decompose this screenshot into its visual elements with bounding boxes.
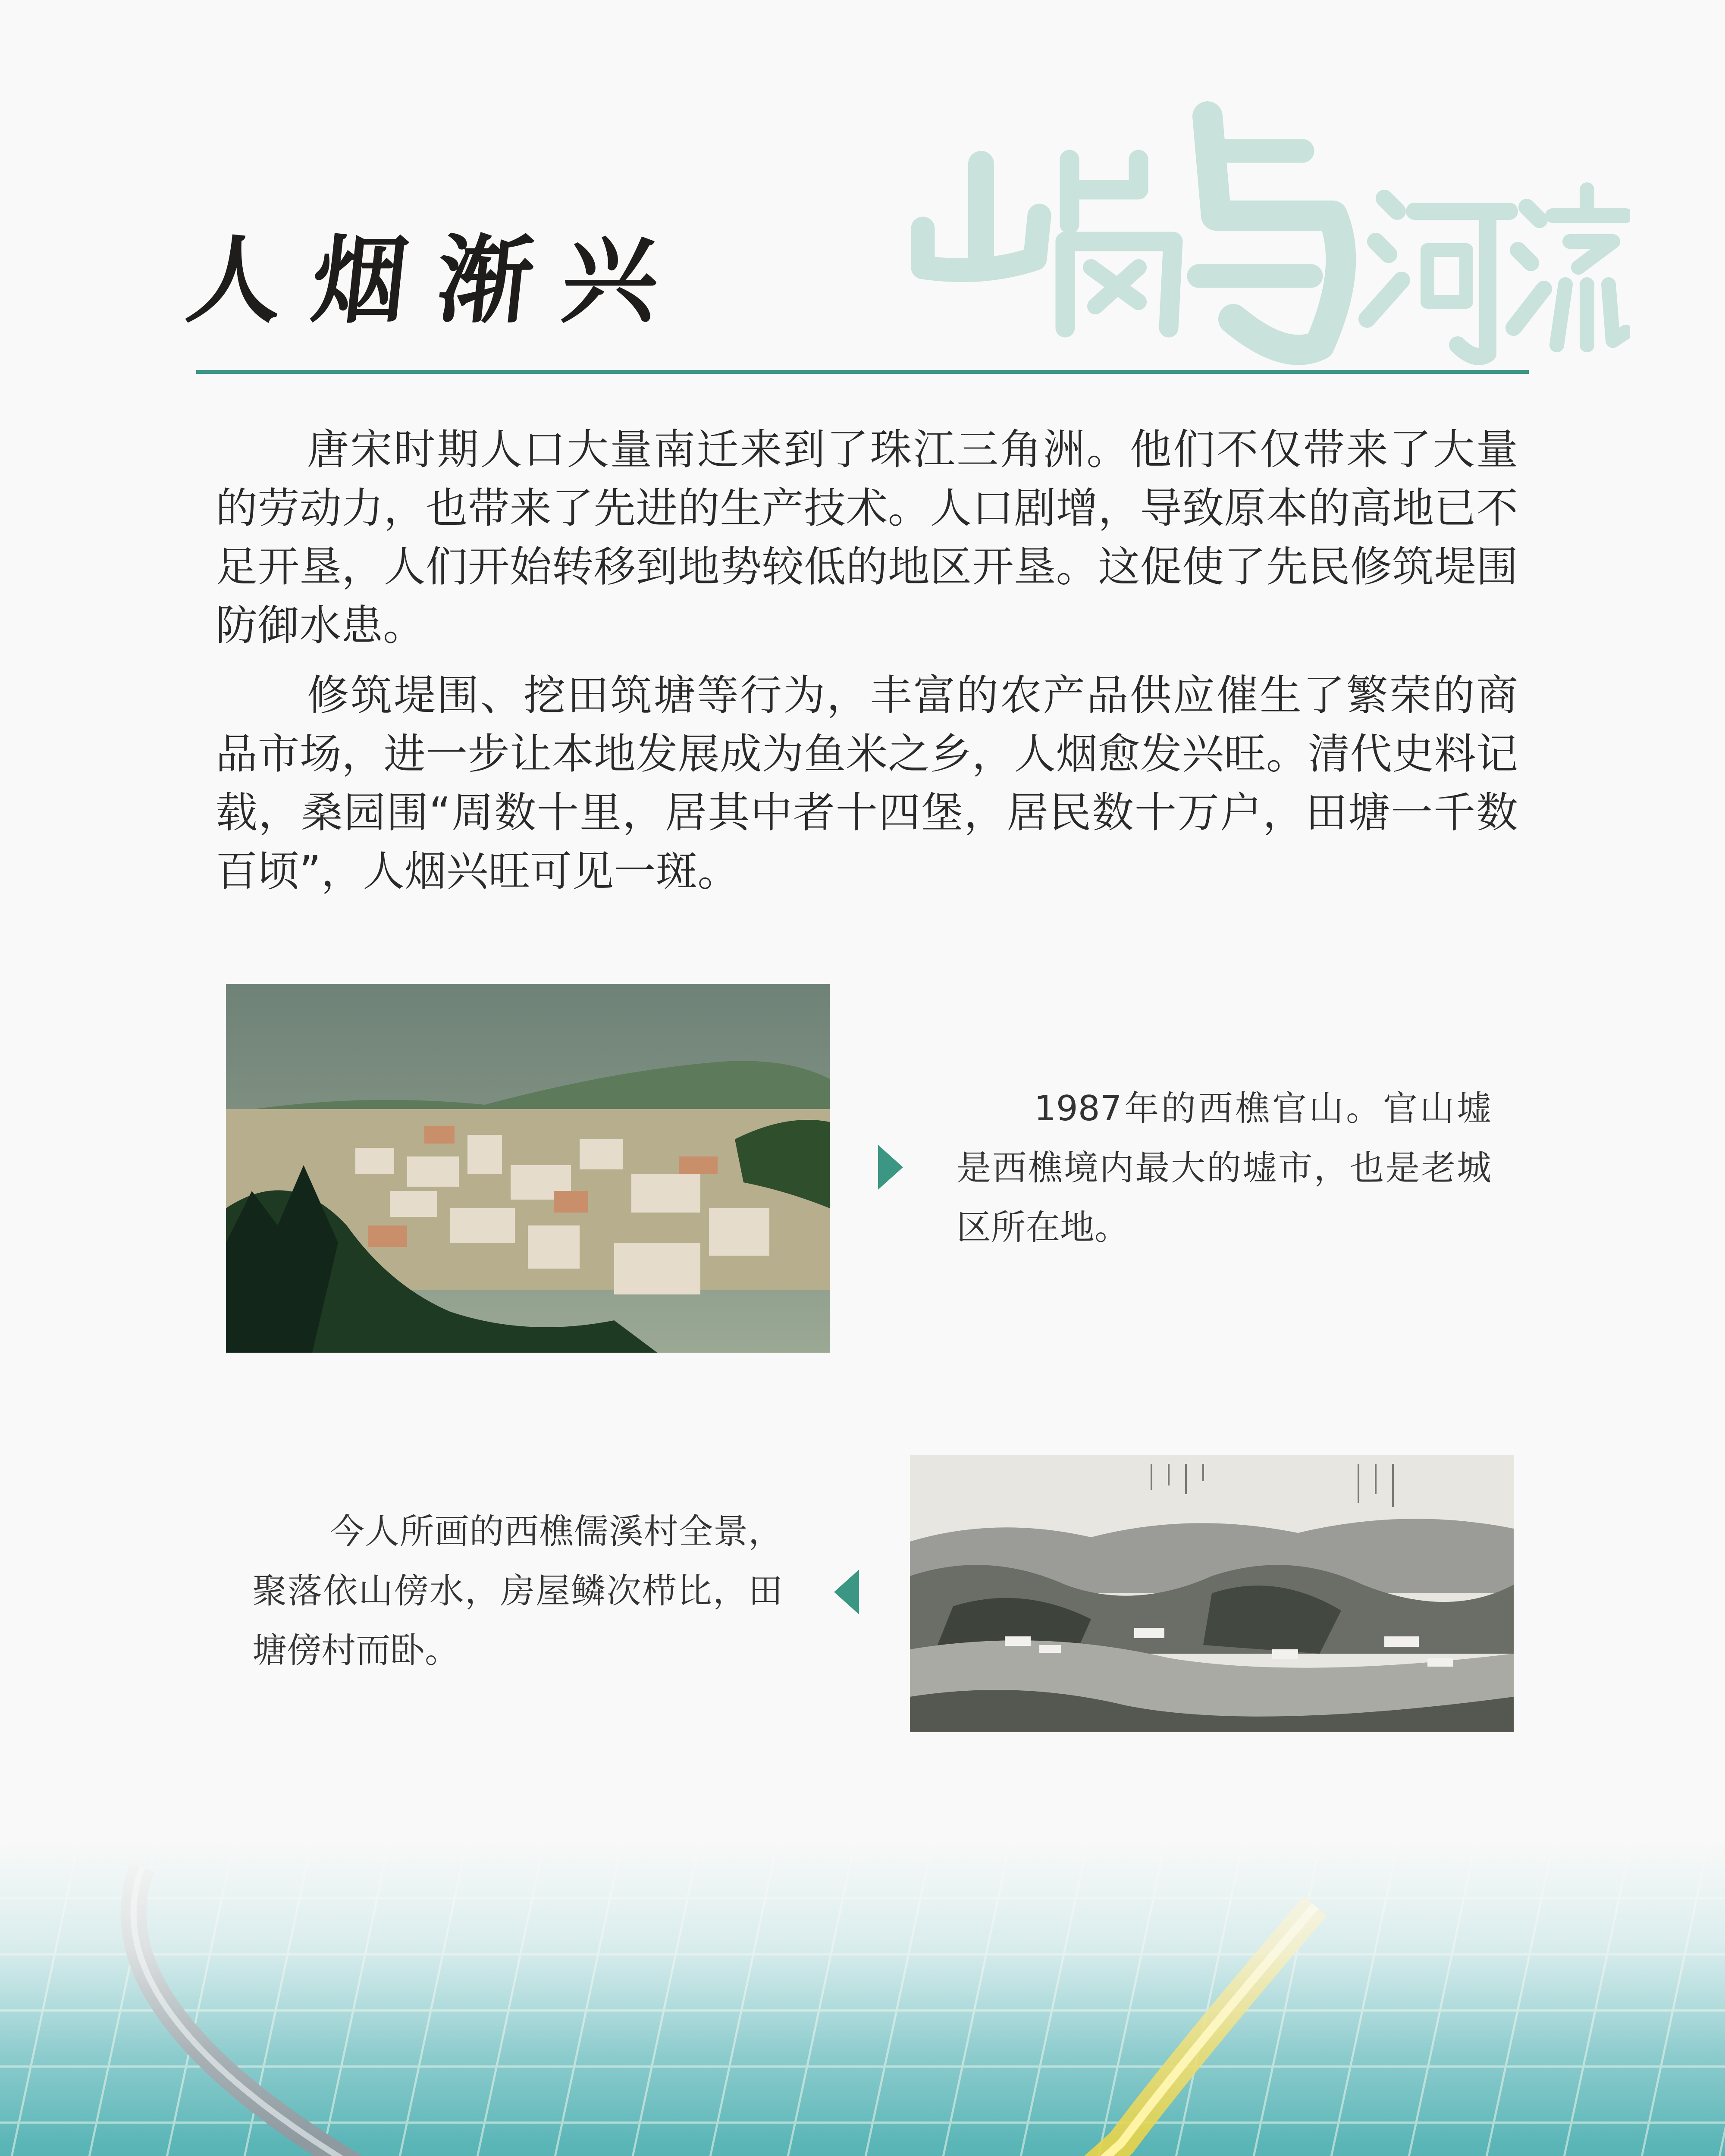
- ruxi-village-painting: [910, 1455, 1514, 1732]
- guanshan-1987-photo: [226, 984, 830, 1353]
- figure-caption-2: 今人所画的西樵儒溪村全景，聚落依山傍水，房屋鳞次栉比，田塘傍村而卧。: [252, 1511, 783, 1670]
- body-paragraph-1: 唐宋时期人口大量南迁来到了珠江三角洲。他们不仅带来了大量的劳动力，也带来了先进的生产技术。人口剧增，导致原本的高地已不足开垦，人们开始转移到地势较低的地区开垦。这促使了先民修筑堤围防御水患。: [216, 425, 1518, 650]
- body-paragraph-2: 修筑堤围、挖田筑塘等行为，丰富的农产品供应催生了繁荣的商品市场，进一步让本地发展成为鱼米之乡，人烟愈发兴旺。清代史料记载，桑园围“周数十里，居其中者十四堡，居民数十万户，田塘一千数百顷”，人烟兴旺可见一斑。: [216, 671, 1518, 896]
- title-underline: [196, 370, 1529, 374]
- aerial-photo-fade: [0, 1841, 1725, 2143]
- caption-arrow-left: [834, 1570, 859, 1614]
- figure-caption-1: 1987年的西樵官山。官山墟是西樵境内最大的墟市，也是老城区所在地。: [957, 1088, 1491, 1247]
- calligraphy-logo: [897, 86, 1630, 371]
- caption-arrow-right: [878, 1145, 903, 1190]
- section-title: 人烟渐兴: [182, 224, 694, 336]
